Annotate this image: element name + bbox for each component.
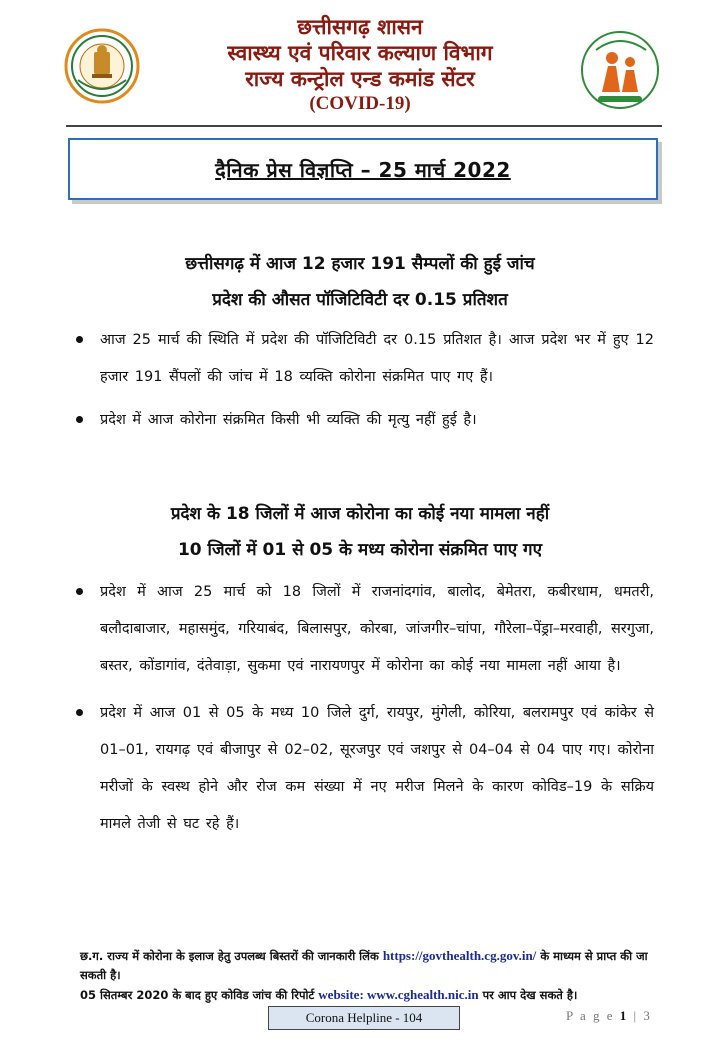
department-name: स्वास्थ्य एवं परिवार कल्याण विभाग	[227, 41, 493, 65]
header-divider	[66, 125, 662, 127]
list-item: प्रदेश में आज 01 से 05 के मध्य 10 जिले दुर्ग, रायपुर, मुंगेली, कोरिया, बलरामपुर एवं कांकेर से 01–01, रायगढ़ एवं बीजापुर से 02–02, सूरजपुर एवं जशपुर से 04–04 से 04 पाए गए। कोरोना मरीजों के स्वस्थ होने और रोज कम संख्या में नए मरीज मिलने के कारण कोविड–19 के सक्रिय मामले तेजी से घट रहे हैं।	[100, 695, 654, 843]
document-header	[0, 0, 720, 130]
list-item: प्रदेश में आज कोरोना संक्रमित किसी भी व्यक्ति की मृत्यु नहीं हुई है।	[100, 402, 654, 439]
cghealth-website-link[interactable]: website: www.cghealth.nic.in	[318, 987, 479, 1002]
footer-notes	[80, 946, 660, 1005]
section2-heading-2: 10 जिलों में 01 से 05 के मध्य कोरोना संक्रमित पाए गए	[177, 540, 543, 560]
control-center-name: राज्य कन्ट्रोल एन्ड कमांड सेंटर	[245, 67, 475, 91]
section2-bullet-list	[100, 574, 654, 843]
section1-heading-2: प्रदेश की औसत पॉजिटिविटी दर 0.15 प्रतिशत	[212, 290, 508, 310]
list-item: प्रदेश में आज 25 मार्च को 18 जिलों में राजनांदगांव, बालोद, बेमेतरा, कबीरधाम, धमतरी, बलौदाबाजार, महासमुंद, गरियाबंद, बिलासपुर, कोरबा, जांजगीर–चांपा, गौरेला–पेंड्रा–मरवाही, सरगुजा, बस्तर, कोंडागांव, दंतेवाड़ा, सुकमा एवं नारायणपुर में कोरोना का कोई नया मामला नहीं आया है।	[100, 574, 654, 685]
covid-label: (COVID-19)	[309, 93, 411, 114]
press-release-title-box	[68, 138, 658, 200]
section2-heading-1: प्रदेश के 18 जिलों में आज कोरोना का कोई नया मामला नहीं	[170, 504, 550, 524]
beds-info-note: छ.ग. राज्य में कोरोना के इलाज हेतु उपलब्ध बिस्तरों की जानकारी लिंक https://govthealth.cg.gov.in/ के माध्यम से प्राप्त की जा सकती है।	[80, 948, 648, 982]
section1-heading-1: छत्तीसगढ़ में आज 12 हजार 191 सैम्पलों की हुई जांच	[185, 254, 535, 274]
govt-name: छत्तीसगढ़ शासन	[297, 15, 423, 39]
swasth-chhattisgarh-logo	[578, 28, 662, 112]
list-item: आज 25 मार्च की स्थिति में प्रदेश की पॉजिटिविटी दर 0.15 प्रतिशत है। आज प्रदेश भर में हुए 12 हजार 191 सैंपलों की जांच में 18 व्यक्ति कोरोना संक्रमित पाए गए हैं।	[100, 322, 654, 396]
press-release-title: दैनिक प्रेस विज्ञप्ति – 25 मार्च 2022	[215, 157, 511, 182]
corona-helpline-box: Corona Helpline - 104	[268, 1006, 460, 1030]
page-number: P a g e 1 | 3	[566, 1008, 652, 1023]
report-info-note: 05 सितम्बर 2020 के बाद हुए कोविड जांच की रिपोर्ट website: www.cghealth.nic.in पर आप देख सकते है।	[80, 987, 578, 1002]
govthealth-link[interactable]: https://govthealth.cg.gov.in/	[382, 948, 537, 963]
section1-bullet-list	[100, 322, 654, 439]
